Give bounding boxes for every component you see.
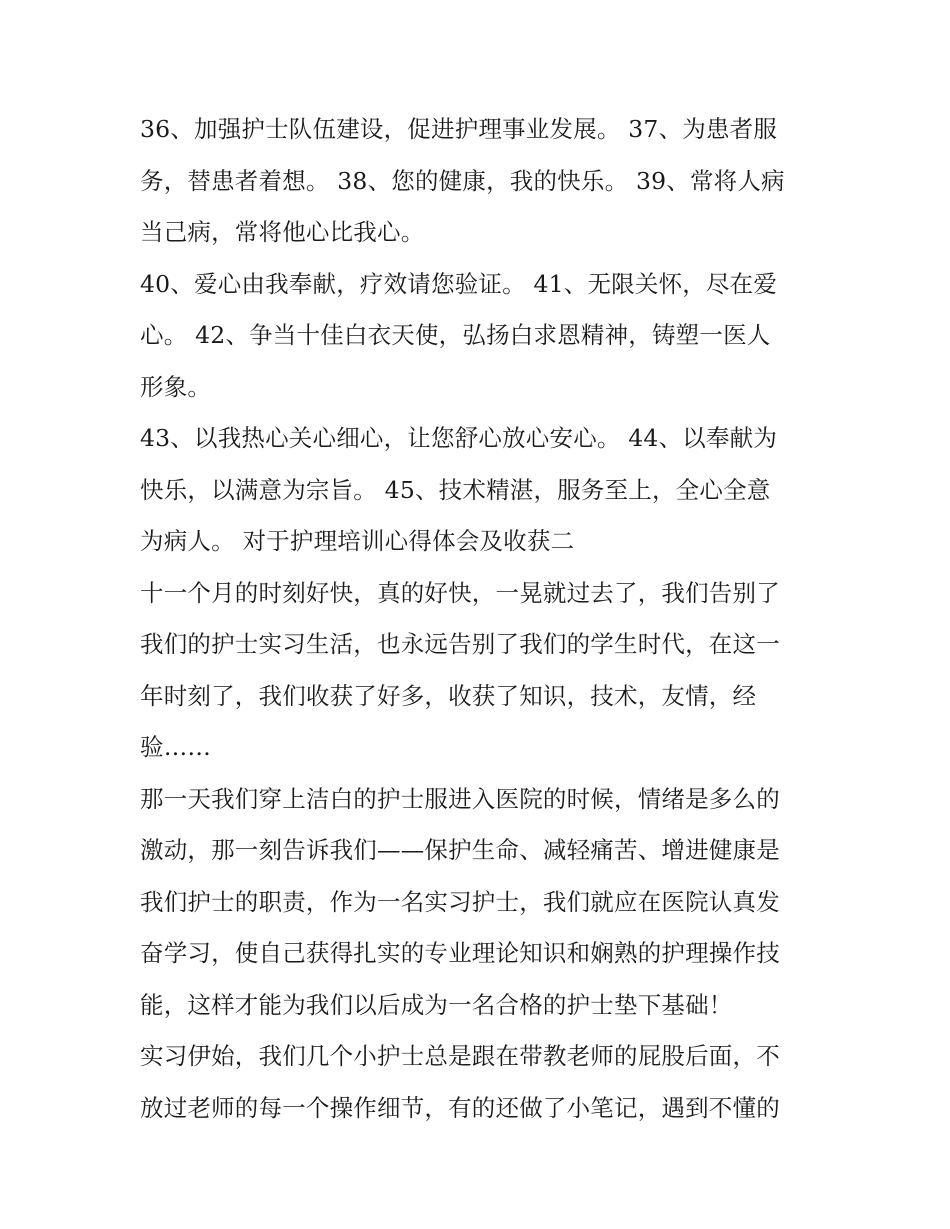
text-line-18: 能，这样才能为我们以后成为一名合格的护士垫下基础！ <box>140 990 733 1019</box>
text-line-13: 验…… <box>140 733 212 761</box>
text-line-12: 年时刻了，我们收获了好多，收获了知识，技术，友情，经 <box>140 681 757 710</box>
text-line-8: 快乐，以满意为宗旨。 45、技术精湛，服务至上，全心全意 <box>140 475 771 504</box>
text-line-19: 实习伊始，我们几个小护士总是跟在带教老师的屁股后面，不 <box>140 1042 780 1070</box>
text-line-2: 务，替患者着想。 38、您的健康，我的快乐。 39、常将人病 <box>140 166 785 195</box>
text-line-10: 十一个月的时刻好快，真的好快，一晃就过去了，我们告别了 <box>140 578 780 607</box>
text-line-4: 40、爱心由我奉献，疗效请您验证。 41、无限关怀，尽在爱 <box>140 269 778 298</box>
document-body <box>140 104 820 1134</box>
text-line-14: 那一天我们穿上洁白的护士服进入医院的时候，情绪是多么的 <box>140 784 780 813</box>
text-line-17: 奋学习，使自己获得扎实的专业理论知识和娴熟的护理操作技 <box>140 939 780 967</box>
text-line-16: 我们护士的职责，作为一名实习护士，我们就应在医院认真发 <box>140 887 780 916</box>
text-line-9: 为病人。 对于护理培训心得体会及收获二 <box>140 527 575 555</box>
text-line-5: 心。 42、争当十佳白衣天使，弘扬白求恩精神，铸塑一医人 <box>140 321 771 349</box>
text-line-11: 我们的护士实习生活，也永远告别了我们的学生时代，在这一 <box>140 630 780 658</box>
text-line-7: 43、以我热心关心细心，让您舒心放心安心。 44、以奉献为 <box>140 424 778 452</box>
text-line-3: 当己病，常将他心比我心。 <box>140 218 425 246</box>
text-line-15: 激动，那一刻告诉我们——保护生命、减轻痛苦、增进健康是 <box>140 836 780 864</box>
text-line-6: 形象。 <box>140 372 212 401</box>
text-line-1: 36、加强护士队伍建设，促进护理事业发展。 37、为患者服 <box>140 115 778 143</box>
text-line-20: 放过老师的每一个操作细节，有的还做了小笔记，遇到不懂的 <box>140 1093 780 1122</box>
